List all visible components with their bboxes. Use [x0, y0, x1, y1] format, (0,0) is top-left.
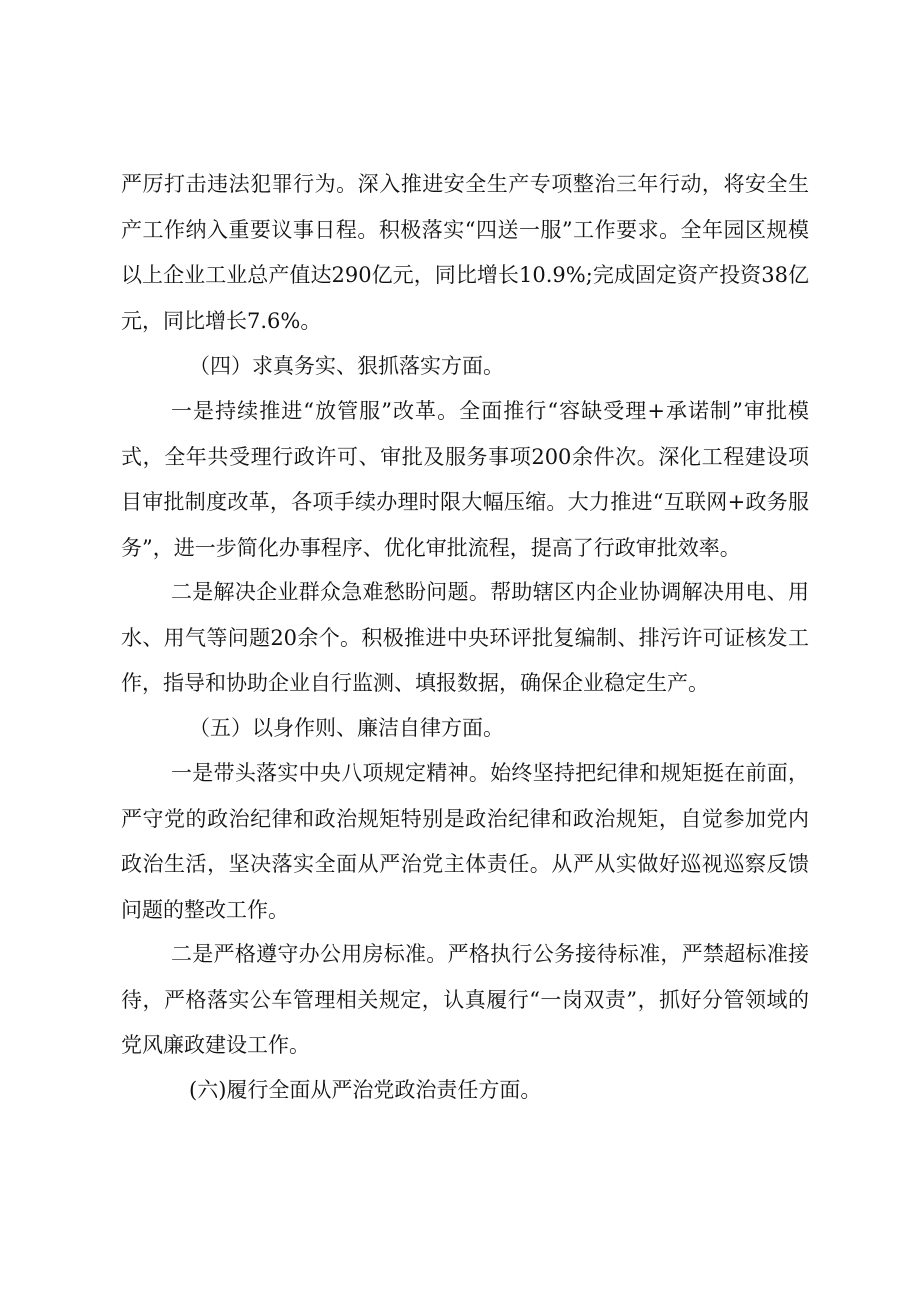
paragraph-enterprise-issues: 二是解决企业群众急难愁盼问题。帮助辖区内企业协调解决用电、用水、用气等问题20余个。积极推进中央环评批复编制、排污许可证核发工作，指导和协助企业自行监测、填报数据，确保企业稳定生产。 [121, 580, 809, 695]
section-heading-6: (六)履行全面从严治党政治责任方面。 [189, 1078, 542, 1102]
section-heading-5: （五）以身作则、廉洁自律方面。 [189, 716, 504, 740]
paragraph-safety-production: 严厉打击违法犯罪行为。深入推进安全生产专项整治三年行动，将安全生产工作纳入重要议事日程。积极落实“四送一服”工作要求。全年园区规模以上企业工业总产值达290亿元，同比增长10.9%;完成固定资产投资38亿元，同比增长7.6%。 [121, 172, 809, 333]
paragraph-reform-services: 一是持续推进“放管服”改革。全面推行“容缺受理+承诺制”审批模式，全年共受理行政许可、审批及服务事项200余件次。深化工程建设项目审批制度改革，各项手续办理时限大幅压缩。大力推进“互联网+政务服务”，进一步简化办事程序、优化审批流程，提高了行政审批效率。 [121, 399, 809, 560]
paragraph-eight-regulations: 一是带头落实中央八项规定精神。始终坚持把纪律和规矩挺在前面，严守党的政治纪律和政治规矩特别是政治纪律和政治规矩，自觉参加党内政治生活，坚决落实全面从严治党主体责任。从严从实做好巡视巡察反馈问题的整改工作。 [121, 761, 809, 922]
paragraph-office-standards: 二是严格遵守办公用房标准。严格执行公务接待标准，严禁超标准接待，严格落实公车管理相关规定，认真履行“一岗双责”，抓好分管领域的党风廉政建设工作。 [121, 942, 809, 1057]
section-heading-4: （四）求真务实、狠抓落实方面。 [189, 354, 504, 378]
